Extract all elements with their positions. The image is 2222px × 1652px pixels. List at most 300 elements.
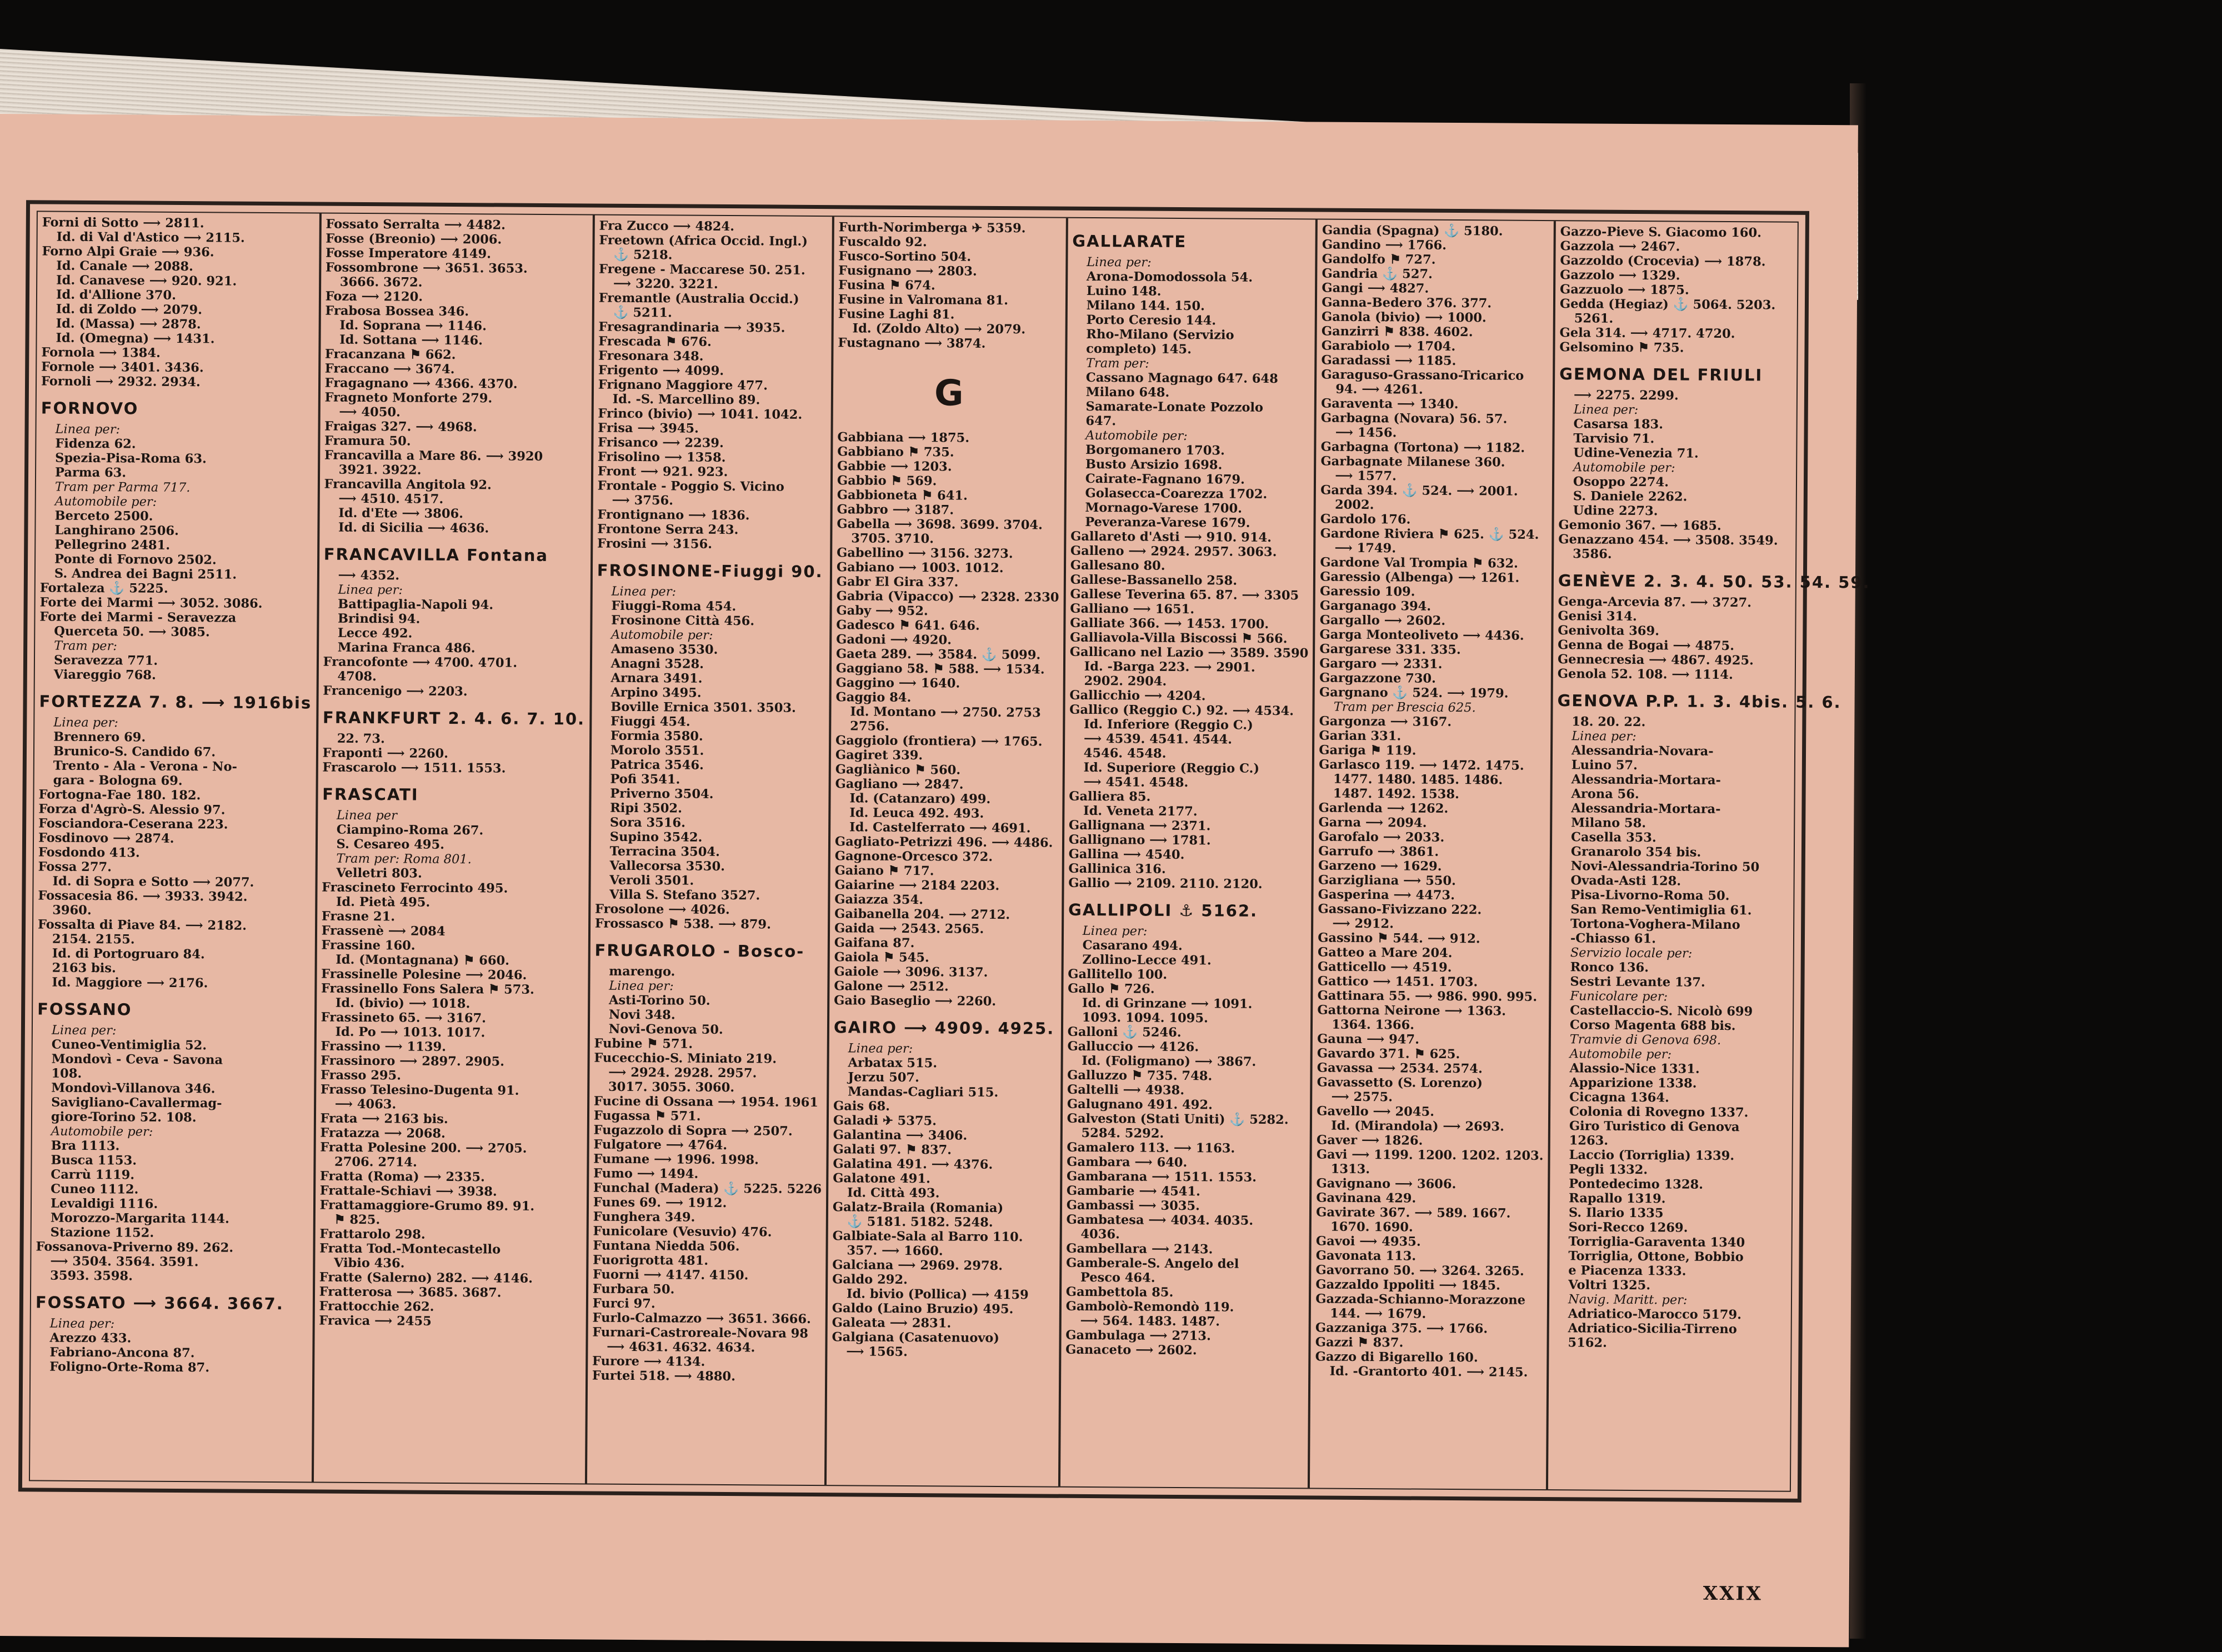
index-entry: Gambellara ⟶ 2143. [1066, 1241, 1213, 1257]
index-subentry: Anagni 3528. [610, 656, 704, 672]
index-subentry: Bra 1113. [51, 1138, 120, 1154]
index-entry: Galatina 491. ⟶ 4376. [833, 1157, 993, 1172]
index-subentry: Patrica 3546. [610, 757, 704, 773]
index-subentry: S. Daniele 2262. [1573, 489, 1688, 504]
index-entry: Fosdinovo ⟶ 2874. [38, 830, 174, 846]
index-entry: Fossombrone ⟶ 3651. 3653. [325, 260, 528, 276]
index-subentry: Frosinone Città 456. [611, 613, 755, 629]
index-subentry: giore-Torino 52. 108. [51, 1109, 197, 1125]
index-subentry: 3593. 3598. [50, 1268, 133, 1284]
index-entry: Gaiarine ⟶ 2184 2203. [834, 878, 1000, 894]
index-entry: Furth-Norimberga ✈ 5359. [838, 220, 1026, 236]
index-entry: Funghera 349. [593, 1209, 695, 1225]
index-entry: Gariga ⚑ 119. [1319, 743, 1417, 758]
index-entry: Gaifana 87. [834, 935, 915, 951]
index-subentry: Id. Castelferrato ⟶ 4691. [849, 820, 1031, 836]
index-subentry: Id. (Massa) ⟶ 2878. [56, 316, 201, 332]
index-subentry: 3666. 3672. [339, 274, 423, 290]
index-subentry: Querceta 50. ⟶ 3085. [54, 624, 210, 640]
index-subentry: Id. (Mirandola) ⟶ 2693. [1331, 1118, 1504, 1134]
index-entry: Gamalero 113. ⟶ 1163. [1067, 1140, 1235, 1156]
index-entry: Freetown (Africa Occid. Ingl.) [599, 233, 808, 249]
index-entry: Gavoi ⟶ 4935. [1315, 1234, 1421, 1249]
index-subentry: 4546. 4548. [1083, 745, 1167, 761]
index-subentry: Seravezza 771. [53, 653, 158, 668]
station-heading: GENÈVE 2. 3. 4. 50. 53. 54. 59. [1558, 571, 1870, 592]
index-subentry: 3017. 3055. 3060. [608, 1079, 735, 1095]
index-entry: Gazzoldo (Crocevia) ⟶ 1878. [1560, 253, 1766, 269]
index-entry: Galadi ✈ 5375. [833, 1113, 937, 1129]
index-entry: Funicolare (Vesuvio) 476. [593, 1224, 772, 1240]
index-entry: Garadassi ⟶ 1185. [1321, 353, 1457, 369]
index-subentry: Zollino-Lecce 491. [1082, 952, 1212, 968]
index-subentry: Berceto 2500. [54, 508, 153, 524]
index-entry: Fumo ⟶ 1494. [593, 1166, 699, 1182]
index-subentry: Id. d'Allione 370. [56, 287, 177, 303]
index-subentry: Busca 1153. [51, 1153, 137, 1168]
index-subentry: marengo. [609, 964, 675, 979]
index-subentry: 94. ⟶ 4261. [1335, 382, 1423, 397]
station-heading: GALLIPOLI ⚓ 5162. [1068, 900, 1258, 920]
index-entry: Fra Zucco ⟶ 4824. [599, 218, 735, 234]
index-subentry: Milano 144. 150. [1086, 298, 1205, 314]
index-entry: Gavorrano 50. ⟶ 3264. 3265. [1315, 1263, 1524, 1279]
index-entry: Fusignano ⟶ 2803. [838, 263, 977, 279]
index-entry: Garrufo ⟶ 3861. [1318, 844, 1439, 859]
index-entry: Gaggio 84. [835, 690, 912, 705]
index-entry: Garganago 394. [1319, 598, 1432, 614]
index-entry: Forte dei Marmi - Seravezza [39, 609, 237, 625]
index-subentry: Adriatico-Sicilia-Tirreno [1568, 1321, 1737, 1337]
index-entry: Fumane ⟶ 1996. 1998. [593, 1152, 759, 1168]
index-subentry: Asti-Torino 50. [608, 993, 710, 1008]
index-subentry: Terracina 3504. [609, 844, 720, 859]
index-subentry: Pegli 1332. [1569, 1162, 1648, 1178]
index-entry: Gardolo 176. [1320, 512, 1411, 527]
index-entry: Galliavola-Villa Biscossi ⚑ 566. [1069, 630, 1288, 647]
book-page [0, 114, 1870, 1647]
index-entry: Frasso Telesino-Dugenta 91. [320, 1082, 519, 1098]
index-subentry: Id. di Sicilia ⟶ 4636. [338, 520, 489, 536]
index-entry: Gallicano nel Lazio ⟶ 3589. 3590 [1069, 644, 1309, 661]
index-entry: Galantina ⟶ 3406. [833, 1128, 968, 1143]
index-entry: Forte dei Marmi ⟶ 3052. 3086. [39, 595, 263, 611]
index-entry: Gazzuolo ⟶ 1875. [1559, 282, 1689, 298]
index-subentry: Id. di Sopra e Sotto ⟶ 2077. [52, 874, 254, 890]
index-subentry: S. Cesareo 495. [336, 837, 445, 852]
index-subentry: Id. Veneta 2177. [1083, 803, 1198, 819]
index-entry: Funtana Niedda 506. [593, 1238, 740, 1254]
service-label: Linea per: [1082, 923, 1148, 939]
index-entry: Gattico ⟶ 1451. 1703. [1317, 974, 1478, 990]
index-entry: Foza ⟶ 2120. [325, 289, 423, 304]
index-subentry: Id. d'Ete ⟶ 3806. [338, 505, 464, 522]
service-label: Funicolare per: [1570, 989, 1668, 1004]
index-entry: Furore ⟶ 4134. [592, 1354, 705, 1369]
index-subentry: Milano 648. [1085, 384, 1170, 400]
index-subentry: Pofi 3541. [610, 772, 680, 787]
index-subentry: 4036. [1080, 1227, 1120, 1242]
index-entry: Gazzola ⟶ 2467. [1560, 239, 1680, 254]
index-subentry: Brennero 69. [53, 729, 146, 745]
index-entry: Gallina ⟶ 4540. [1068, 847, 1185, 863]
index-subentry: Arnara 3491. [610, 670, 703, 686]
index-entry: Gambassi ⟶ 3035. [1066, 1198, 1200, 1214]
index-entry: Galati 97. ⚑ 837. [833, 1142, 952, 1158]
index-entry: Frattamaggiore-Grumo 89. 91. [319, 1198, 535, 1214]
index-subentry: ⟶ 1749. [1334, 540, 1397, 556]
index-entry: Fratta Tod.-Montecastello [319, 1241, 501, 1257]
index-subentry: Pellegrino 2481. [54, 537, 171, 553]
index-entry: Gais 68. [833, 1099, 890, 1114]
index-entry: Fossa 277. [38, 859, 112, 875]
station-heading: GAIRO ⟶ 4909. 4925. [833, 1018, 1055, 1038]
index-entry: Garbagna (Novara) 56. 57. [1320, 411, 1508, 427]
index-entry: Gabbie ⟶ 1203. [837, 459, 952, 474]
service-label: Linea per: [609, 978, 674, 994]
index-entry: Galdo (Laino Bruzio) 495. [832, 1301, 1014, 1317]
index-subentry: 2756. [850, 719, 889, 734]
service-label: Linea per: [55, 422, 121, 437]
index-entry: Frata ⟶ 2163 bis. [320, 1111, 448, 1127]
index-subentry: Id. Maggiore ⟶ 2176. [52, 975, 208, 991]
index-subentry: Veroli 3501. [609, 873, 694, 888]
index-entry: Galugnano 491. 492. [1067, 1097, 1213, 1113]
index-entry: Gallicchio ⟶ 4204. [1069, 688, 1206, 704]
index-subentry: Boville Ernica 3501. 3503. [610, 699, 796, 715]
index-subentry: 1670. 1690. [1330, 1219, 1413, 1235]
index-subentry: ⟶ 564. 1483. 1487. [1080, 1313, 1220, 1329]
index-subentry: Amaseno 3530. [610, 642, 718, 657]
index-subentry: 2002. [1334, 497, 1374, 513]
service-label: Automobile per: [54, 494, 157, 509]
index-entry: Forno Alpi Graie ⟶ 936. [42, 244, 214, 260]
index-subentry: Novi 348. [608, 1007, 675, 1023]
index-entry: Gaida ⟶ 2543. 2565. [834, 921, 984, 937]
index-entry: Gaiano ⚑ 717. [834, 863, 934, 879]
index-entry: Gadoni ⟶ 4920. [836, 632, 952, 648]
index-entry: Garzeno ⟶ 1629. [1318, 858, 1442, 874]
index-entry: Gazzada-Schianno-Morazzone [1315, 1291, 1526, 1308]
index-entry: Frisolino ⟶ 1358. [597, 449, 726, 465]
index-subentry: 5284. 5292. [1081, 1125, 1164, 1141]
index-subentry: Voltri 1325. [1568, 1278, 1651, 1293]
index-subentry: Savigliano-Cavallermag- [51, 1095, 222, 1111]
index-entry: Fulgatore ⟶ 4764. [593, 1137, 728, 1153]
index-subentry: Ciampino-Roma 267. [336, 822, 484, 838]
service-label: Automobile per: [1573, 460, 1675, 475]
index-entry: Fraponti ⟶ 2260. [322, 745, 449, 761]
index-entry: Frassinello Fons Salera ⚑ 573. [321, 981, 534, 997]
index-entry: Gaggiolo (frontiera) ⟶ 1765. [835, 733, 1043, 749]
index-entry: Gallignano ⟶ 1781. [1068, 832, 1211, 848]
index-subentry: Id. (Catanzaro) 499. [849, 791, 991, 807]
index-entry: Framura 50. [324, 433, 411, 449]
index-subentry: Giro Turistico di Genova [1569, 1119, 1740, 1135]
index-subentry: Id. (bivio) ⟶ 1018. [335, 995, 471, 1012]
index-entry: Gassano-Fivizzano 222. [1318, 902, 1482, 918]
index-entry: Gagliano ⟶ 2847. [835, 777, 964, 792]
index-subentry: 1477. 1480. 1485. 1486. [1333, 772, 1503, 788]
index-subentry: ⟶ 2912. [1332, 916, 1394, 932]
index-entry: Gagiret 339. [835, 748, 923, 763]
index-subentry: 5261. [1574, 311, 1614, 326]
index-entry: Gabbio ⚑ 569. [837, 473, 937, 489]
index-subentry: Id. di Grinzane ⟶ 1091. [1082, 995, 1253, 1012]
index-entry: Gambara ⟶ 640. [1067, 1154, 1188, 1170]
index-subentry: 1093. 1094. 1095. [1082, 1010, 1208, 1026]
index-subentry: Rho-Milano (Servizio [1086, 327, 1234, 343]
index-entry: Gambulaga ⟶ 2713. [1065, 1328, 1211, 1344]
index-entry: Fugassa ⚑ 571. [593, 1108, 701, 1124]
index-entry: Gavassa ⟶ 2534. 2574. [1317, 1060, 1483, 1077]
index-entry: Fornole ⟶ 3401. 3436. [41, 359, 204, 376]
section-letter: G [934, 373, 964, 414]
index-entry: Gabella ⟶ 3698. 3699. 3704. [837, 517, 1043, 533]
index-entry: Genivolta 369. [1558, 623, 1660, 639]
index-entry: Gabr El Gira 337. [836, 574, 959, 590]
index-entry: Fusco-Sortino 504. [838, 249, 972, 264]
index-entry: Galone ⟶ 2512. [834, 979, 949, 994]
index-entry: Gavardo 371. ⚑ 625. [1317, 1046, 1460, 1062]
index-entry: Garaguso-Grassano-Tricarico [1321, 367, 1524, 383]
index-entry: Frascineto Ferrocinto 495. [322, 880, 508, 896]
index-subentry: Id. Canavese ⟶ 920. 921. [56, 273, 237, 289]
index-column [1308, 219, 1554, 1489]
index-subentry: ⚓ 5218. [613, 247, 673, 263]
index-entry: Galbiate-Sala al Barro 110. [832, 1229, 1023, 1245]
index-entry: Ganzirri ⚑ 838. 4602. [1321, 324, 1473, 340]
index-subentry: Mornago-Varese 1700. [1085, 500, 1243, 516]
service-label: Tram per: Roma 801. [336, 851, 472, 867]
index-subentry: Porto Ceresio 144. [1086, 312, 1217, 328]
index-entry: Frontale - Poggio S. Vicino [597, 478, 784, 494]
index-entry: Galgiana (Casatenuovo) [832, 1330, 1000, 1346]
station-heading: GENOVA P.P. 1. 3. 4bis. 5. 6. [1557, 691, 1841, 712]
index-subentry: Pontedecimo 1328. [1569, 1177, 1704, 1192]
index-entry: Gallese-Bassanello 258. [1070, 572, 1238, 588]
index-subentry: ⟶ 1577. [1335, 468, 1397, 484]
index-entry: Gaiola ⚑ 545. [834, 950, 929, 965]
index-entry: Frassineto 65. ⟶ 3167. [321, 1010, 487, 1026]
service-label: Linea per: [1573, 402, 1639, 418]
index-subentry: Formia 3580. [610, 728, 703, 744]
index-subentry: Cicagna 1364. [1569, 1090, 1669, 1105]
index-subentry: Id. (Zoldo Alto) ⟶ 2079. [852, 321, 1026, 337]
service-label: Linea per: [53, 715, 118, 730]
service-label: Linea per: [51, 1023, 117, 1038]
index-subentry: Arona 56. [1571, 787, 1639, 802]
index-subentry: ⟶ 2575. [1331, 1089, 1393, 1105]
index-frame [18, 200, 1870, 1503]
index-entry: Galliano ⟶ 1651. [1070, 601, 1195, 617]
service-label: Linea per: [848, 1041, 913, 1057]
index-subentry: Alessandria-Mortara- [1571, 801, 1721, 817]
index-entry: Gallesano 80. [1070, 558, 1165, 573]
index-entry: Fossato Serralta ⟶ 4482. [326, 217, 506, 233]
index-subentry: Ponte di Fornovo 2502. [54, 552, 217, 568]
index-entry: Fucine di Ossana ⟶ 1954. 1961 [593, 1094, 819, 1110]
index-subentry: Brunico-S. Candido 67. [53, 744, 216, 760]
index-entry: Gazzaldo Ippoliti ⟶ 1845. [1315, 1277, 1500, 1293]
index-entry: Frattale-Schiavi ⟶ 3938. [319, 1183, 497, 1199]
index-entry: Furtei 518. ⟶ 4880. [592, 1368, 736, 1384]
service-label: Navig. Maritt. per: [1568, 1292, 1688, 1308]
service-label: Linea per: [49, 1316, 115, 1331]
index-entry: Gangi ⟶ 4827. [1322, 281, 1429, 296]
index-entry: Gandino ⟶ 1766. [1322, 237, 1447, 253]
index-subentry: Fiuggi-Roma 454. [611, 598, 737, 614]
index-subentry: 3705. 3710. [851, 531, 934, 547]
index-subentry: 144. ⟶ 1679. [1330, 1306, 1427, 1321]
index-entry: Garian 331. [1319, 728, 1402, 744]
index-entry: Galliate 366. ⟶ 1453. 1700. [1070, 615, 1269, 632]
index-entry: Francavilla a Mare 86. ⟶ 3920 [324, 448, 543, 464]
index-entry: Garessio 109. [1319, 584, 1415, 599]
index-subentry: Id. (Omegna) ⟶ 1431. [56, 331, 215, 347]
index-entry: Gabbioneta ⚑ 641. [837, 488, 968, 503]
index-entry: Gagliànico ⚑ 560. [835, 762, 961, 778]
index-entry: Gavi ⟶ 1199. 1200. 1202. 1203. [1316, 1147, 1544, 1164]
index-subentry: Golasecca-Coarezza 1702. [1085, 485, 1268, 502]
index-subentry: Pesco 464. [1080, 1270, 1155, 1285]
index-entry: Ganola (bivio) ⟶ 1000. [1321, 309, 1487, 326]
index-entry: Gaibanella 204. ⟶ 2712. [834, 907, 1010, 923]
index-subentry: Vallecorsa 3530. [609, 858, 725, 874]
service-label: Automobile per: [610, 627, 713, 643]
index-subentry: Arona-Domodossola 54. [1086, 269, 1253, 285]
index-subentry: Corso Magenta 688 bis. [1569, 1018, 1736, 1034]
index-entry: Gallio ⟶ 2109. 2110. 2120. [1068, 875, 1263, 892]
index-subentry: Id. (Foligmano) ⟶ 3867. [1082, 1053, 1257, 1069]
index-entry: Garna ⟶ 2094. [1318, 815, 1427, 830]
index-entry: Galleno ⟶ 2924. 2957. 3063. [1070, 543, 1277, 560]
index-entry: Fratazza ⟶ 2068. [320, 1125, 446, 1141]
index-entry: Garbagnate Milanese 360. [1320, 454, 1505, 470]
index-subentry: Id. Pietà 495. [336, 894, 431, 910]
index-subentry: Milano 58. [1571, 815, 1647, 831]
service-label: Linea per: [338, 582, 403, 598]
index-subentry: ⟶ 4541. 4548. [1083, 774, 1189, 790]
index-entry: Galliera 85. [1069, 789, 1151, 804]
index-subentry: Jerzu 507. [848, 1070, 920, 1085]
index-entry: Frassinoro ⟶ 2897. 2905. [321, 1053, 505, 1069]
index-subentry: Id. Soprana ⟶ 1146. [339, 318, 487, 334]
index-entry: Gasperina ⟶ 4473. [1318, 887, 1455, 903]
index-entry: Gabiano ⟶ 1003. 1012. [836, 560, 1004, 576]
service-label: Automobile per: [51, 1124, 153, 1139]
index-subentry: Foligno-Orte-Roma 87. [49, 1359, 210, 1375]
index-entry: Frigento ⟶ 4099. [598, 363, 724, 378]
index-entry: Gallareto d'Asti ⟶ 910. 914. [1070, 529, 1272, 545]
index-entry: Frabosa Bossea 346. [325, 303, 469, 319]
service-label: Automobile per: [1085, 428, 1188, 444]
index-entry: Fosse (Breonio) ⟶ 2006. [326, 231, 502, 247]
service-label: Automobile per: [1569, 1047, 1672, 1062]
index-subentry: gara - Bologna 69. [53, 773, 183, 789]
index-column [312, 214, 593, 1484]
index-subentry: Udine 2273. [1573, 503, 1658, 519]
index-subentry: 2154. 2155. [52, 932, 135, 947]
index-subentry: 22. 73. [337, 731, 385, 747]
index-entry: Galatz-Braila (Romania) [832, 1200, 1004, 1216]
index-entry: Gavirate 367. ⟶ 589. 1667. [1316, 1205, 1511, 1221]
service-label: Linea per: [1572, 729, 1637, 744]
index-entry: Gattorna Neirone ⟶ 1363. [1317, 1003, 1507, 1019]
index-subentry: Levaldigi 1116. [50, 1196, 158, 1212]
index-subentry: Id. di Val d'Astico ⟶ 2115. [56, 229, 245, 246]
index-entry: Genisi 314. [1558, 609, 1637, 624]
index-subentry: 5162. [1568, 1335, 1608, 1350]
index-subentry: Vibio 436. [333, 1255, 405, 1271]
index-entry: Frosolone ⟶ 4026. [594, 902, 730, 918]
index-entry: Funchal (Madera) ⚓ 5225. 5226 [593, 1180, 822, 1197]
index-entry: Francenigo ⟶ 2203. [323, 683, 468, 699]
index-entry: Frasne 21. [321, 909, 396, 924]
index-column [585, 216, 832, 1485]
index-entry: Fresonara 348. [598, 348, 704, 364]
index-subentry: Tarvisio 71. [1573, 431, 1655, 447]
index-entry: Gemonio 367. ⟶ 1685. [1558, 518, 1721, 533]
index-entry: Frassenè ⟶ 2084 [321, 923, 446, 939]
index-entry: Gattinara 55. ⟶ 986. 990. 995. [1317, 988, 1538, 1004]
index-subentry: Alessandria-Mortara- [1571, 772, 1721, 788]
index-entry: Galveston (Stati Uniti) ⚓ 5282. [1067, 1111, 1289, 1128]
index-subentry: Alessandria-Novara- [1571, 743, 1714, 759]
index-subentry: Borgomanero 1703. [1085, 442, 1225, 458]
index-subentry: ⟶ 4539. 4541. 4544. [1083, 731, 1233, 747]
index-entry: Galtelli ⟶ 4938. [1067, 1082, 1185, 1098]
index-entry: Frisa ⟶ 3945. [598, 420, 699, 436]
index-subentry: Id. Inferiore (Reggio C.) [1083, 717, 1253, 733]
index-subentry: Stazione 1152. [50, 1225, 154, 1240]
index-subentry: 1263. [1569, 1133, 1609, 1148]
index-subentry: Mandas-Cagliari 515. [848, 1084, 999, 1100]
index-subentry: Sori-Recco 1269. [1568, 1220, 1688, 1235]
index-entry: Galluccio ⟶ 4126. [1067, 1039, 1199, 1055]
index-subentry: 108. [51, 1066, 82, 1081]
index-subentry: Granarolo 354 bis. [1570, 844, 1701, 860]
index-subentry: Peveranza-Varese 1679. [1085, 514, 1250, 530]
index-entry: Gelsomino ⚑ 735. [1559, 340, 1684, 356]
index-entry: Gambatesa ⟶ 4034. 4035. [1066, 1212, 1254, 1228]
index-subentry: Torriglia-Garaventa 1340 [1568, 1234, 1745, 1250]
index-column [30, 212, 319, 1481]
index-subentry: 647. [1085, 413, 1117, 429]
index-entry: Fraccano ⟶ 3674. [324, 361, 455, 377]
index-subentry: Id. Sottana ⟶ 1146. [339, 332, 483, 348]
index-subentry: Arezzo 433. [49, 1330, 132, 1346]
index-entry: Gallinica 316. [1068, 861, 1166, 877]
index-entry: Genga-Arcevia 87. ⟶ 3727. [1558, 594, 1752, 610]
index-entry: Fravica ⟶ 2455 [319, 1313, 432, 1329]
index-entry: Galciana ⟶ 2969. 2978. [832, 1258, 1003, 1274]
service-label: Tram per Brescia 625. [1333, 699, 1476, 715]
index-subentry: ⟶ 3220. 3221. [613, 276, 718, 292]
index-subentry: Fidenza 62. [55, 436, 136, 452]
index-subentry: Fiuggi 454. [610, 714, 690, 729]
index-entry: Gargallo ⟶ 2602. [1319, 613, 1446, 628]
index-entry: Fossanova-Priverno 89. 262. [36, 1239, 234, 1255]
index-entry: Gambarana ⟶ 1511. 1553. [1066, 1169, 1257, 1185]
index-entry: Ganna-Bedero 376. 377. [1322, 295, 1492, 311]
index-subentry: Casella 353. [1570, 830, 1657, 845]
index-entry: Gaiole ⟶ 3096. 3137. [834, 964, 988, 980]
station-heading: FORNOVO [41, 398, 139, 418]
index-entry: Gambarie ⟶ 4541. [1066, 1183, 1201, 1199]
index-entry: Gazzi ⚑ 837. [1315, 1335, 1404, 1350]
index-entry: Fuorni ⟶ 4147. 4150. [592, 1267, 749, 1283]
